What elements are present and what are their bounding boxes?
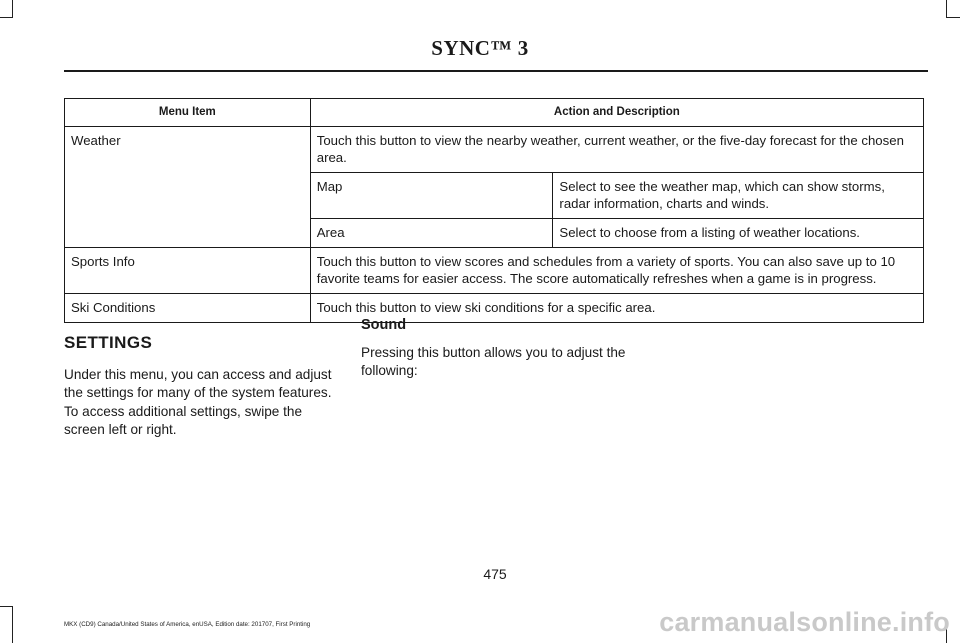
crop-mark-top-left-h	[0, 17, 13, 18]
sub-item-area-description: Select to choose from a listing of weather locations.	[553, 219, 924, 248]
crop-mark-top-right-v	[946, 0, 947, 18]
page-number: 475	[483, 566, 507, 582]
crop-mark-bottom-left-v	[12, 606, 13, 643]
column-header-menu-item: Menu Item	[65, 99, 311, 127]
table-row	[65, 127, 924, 173]
crop-mark-top-right-h	[946, 17, 960, 18]
table-header-row	[65, 99, 924, 127]
watermark-logo: carmanualsonline.info	[659, 607, 950, 637]
ski-conditions-description: Touch this button to view ski conditions for a specific area.	[310, 294, 923, 323]
crop-mark-bottom-left-h	[0, 606, 13, 607]
sound-paragraph: Pressing this button allows you to adjust the following:	[361, 345, 626, 379]
menu-item-weather: Weather	[65, 127, 311, 248]
menu-item-table	[64, 98, 924, 323]
menu-item-sports-info: Sports Info	[65, 248, 311, 294]
crop-mark-top-left-v	[12, 0, 13, 18]
sub-item-map: Map	[310, 173, 553, 219]
header-rule	[64, 70, 928, 72]
table-row	[65, 248, 924, 294]
edition-footer: MKX (CD9) Canada/United States of America, enUSA, Edition date: 201707, First Printing	[64, 621, 311, 628]
sports-info-description: Touch this button to view scores and schedules from a variety of sports. You can also save up to 10 favorite teams for easier access. The score automatically refreshes when a game is in progress.	[310, 248, 923, 294]
sound-heading: Sound	[361, 317, 407, 333]
table-row	[65, 294, 924, 323]
weather-description: Touch this button to view the nearby weather, current weather, or the five-day forecast for the chosen area.	[310, 127, 923, 173]
sub-item-map-description: Select to see the weather map, which can show storms, radar information, charts and winds.	[553, 173, 924, 219]
settings-paragraph: Under this menu, you can access and adjust the settings for many of the system features. To access additional settings, swipe the screen left or right.	[64, 367, 332, 438]
menu-item-ski-conditions: Ski Conditions	[65, 294, 311, 323]
settings-heading: SETTINGS	[64, 333, 153, 352]
page-header-title: SYNC™ 3	[431, 36, 529, 60]
sub-item-area: Area	[310, 219, 553, 248]
column-header-action: Action and Description	[310, 99, 923, 127]
